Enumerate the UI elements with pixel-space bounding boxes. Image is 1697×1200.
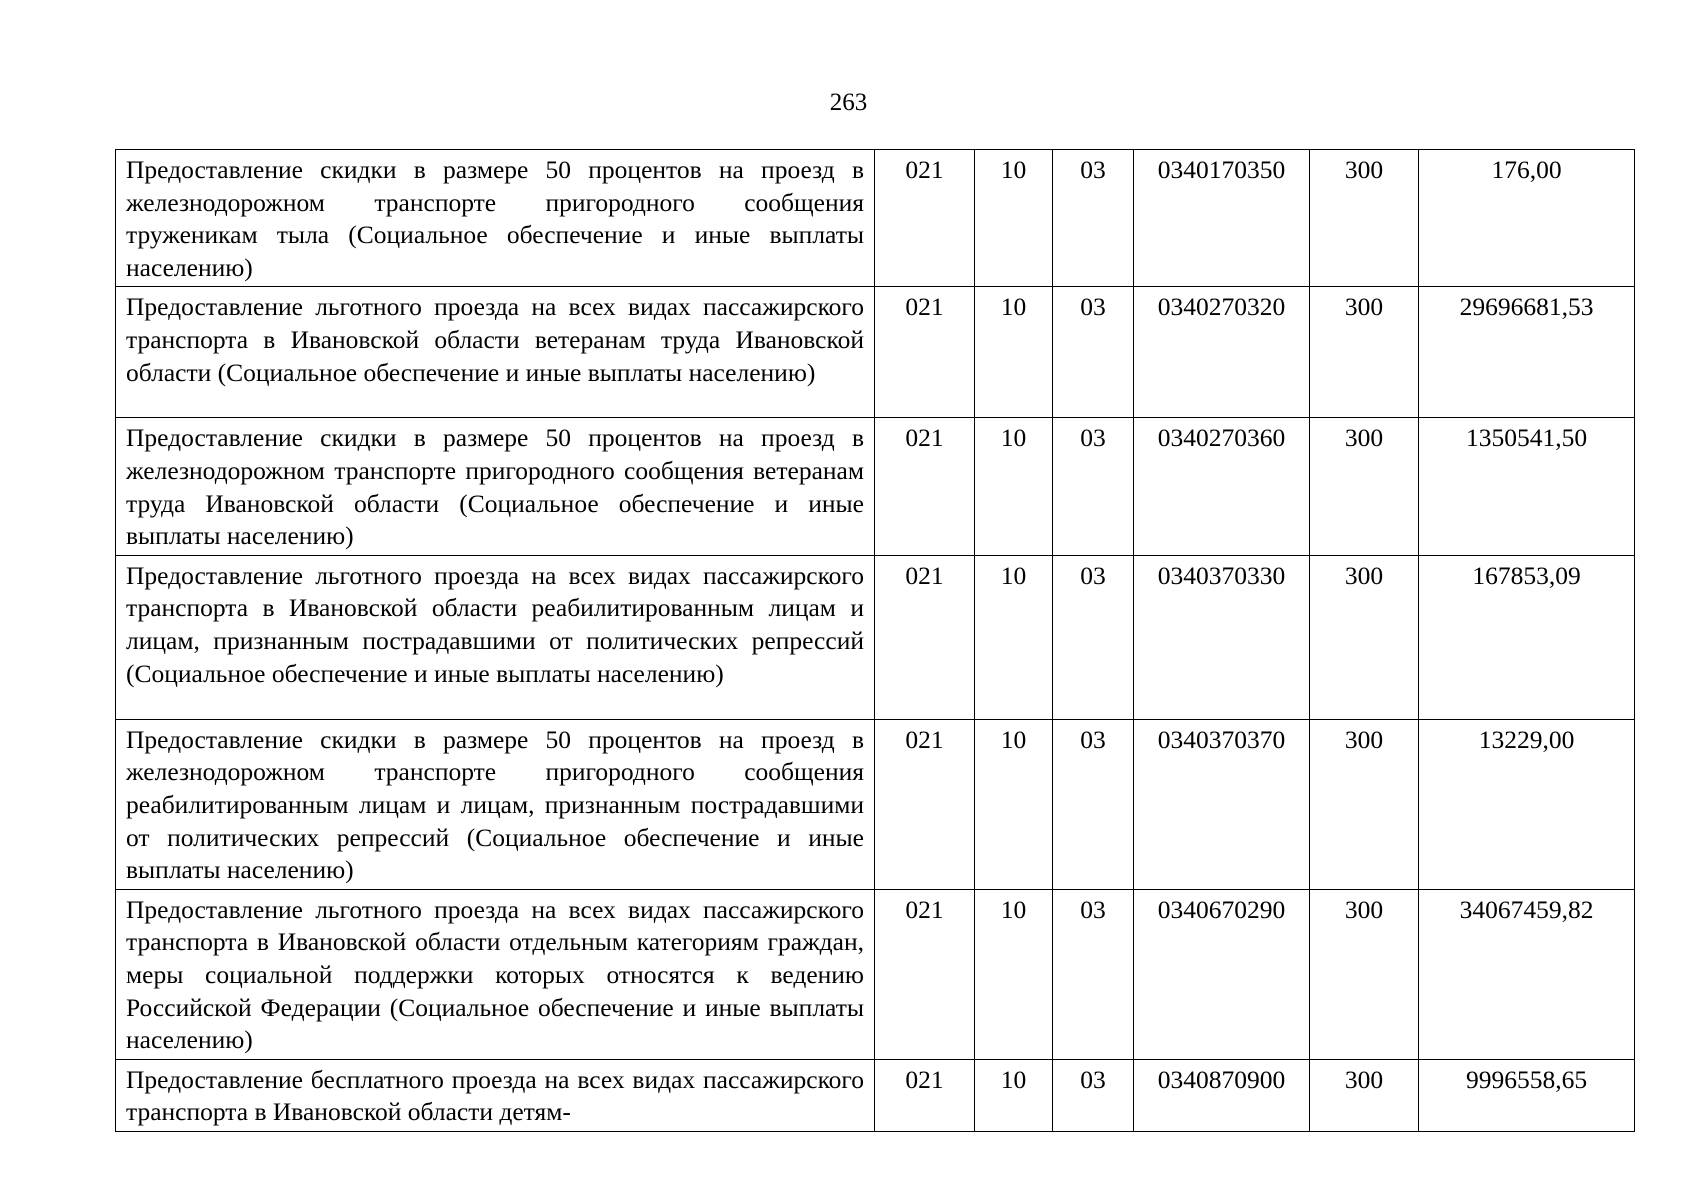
row-section-code: 10 — [975, 1059, 1053, 1131]
row-ved-code: 021 — [875, 1059, 975, 1131]
row-amount: 29696681,53 — [1419, 287, 1635, 418]
table-row — [116, 150, 1635, 287]
row-expense-type-code: 300 — [1310, 889, 1419, 1059]
row-section-code: 10 — [975, 418, 1053, 555]
row-amount: 167853,09 — [1419, 555, 1635, 719]
row-section-code: 10 — [975, 555, 1053, 719]
budget-table — [115, 149, 1635, 1132]
row-target-article-code: 0340270360 — [1134, 418, 1310, 555]
row-section-code: 10 — [975, 287, 1053, 418]
row-subsection-code: 03 — [1053, 719, 1134, 889]
table-row — [116, 889, 1635, 1059]
row-subsection-code: 03 — [1053, 1059, 1134, 1131]
row-ved-code: 021 — [875, 555, 975, 719]
row-subsection-code: 03 — [1053, 150, 1134, 287]
row-name: Предоставление льготного проезда на всех видах пассажирского транспорта в Ивановской области реабилитированным лицам и лицам, признанным пострадавшими от политических репрессий (Социальное обеспечение и иные выплаты населению) — [116, 555, 875, 719]
row-amount: 176,00 — [1419, 150, 1635, 287]
row-name: Предоставление бесплатного проезда на всех видах пассажирского транспорта в Ивановской области детям- — [116, 1059, 875, 1131]
row-target-article-code: 0340370330 — [1134, 555, 1310, 719]
row-name: Предоставление скидки в размере 50 процентов на проезд в железнодорожном транспорте пригородного сообщения реабилитированным лицам и лицам, признанным пострадавшими от политических репрессий (Социальное обеспечение и иные выплаты населению) — [116, 719, 875, 889]
row-expense-type-code: 300 — [1310, 719, 1419, 889]
row-expense-type-code: 300 — [1310, 418, 1419, 555]
row-subsection-code: 03 — [1053, 889, 1134, 1059]
table-row — [116, 555, 1635, 719]
row-subsection-code: 03 — [1053, 555, 1134, 719]
row-target-article-code: 0340870900 — [1134, 1059, 1310, 1131]
row-expense-type-code: 300 — [1310, 150, 1419, 287]
row-name: Предоставление льготного проезда на всех видах пассажирского транспорта в Ивановской области отдельным категориям граждан, меры социальной поддержки которых относятся к ведению Российской Федерации (Социальное обеспечение и иные выплаты населению) — [116, 889, 875, 1059]
row-subsection-code: 03 — [1053, 418, 1134, 555]
row-expense-type-code: 300 — [1310, 555, 1419, 719]
table-row — [116, 719, 1635, 889]
row-name: Предоставление скидки в размере 50 процентов на проезд в железнодорожном транспорте пригородного сообщения труженикам тыла (Социальное обеспечение и иные выплаты населению) — [116, 150, 875, 287]
row-ved-code: 021 — [875, 889, 975, 1059]
row-amount: 13229,00 — [1419, 719, 1635, 889]
table-row — [116, 418, 1635, 555]
row-ved-code: 021 — [875, 150, 975, 287]
row-section-code: 10 — [975, 889, 1053, 1059]
row-target-article-code: 0340270320 — [1134, 287, 1310, 418]
row-ved-code: 021 — [875, 418, 975, 555]
row-expense-type-code: 300 — [1310, 287, 1419, 418]
row-ved-code: 021 — [875, 719, 975, 889]
row-amount: 1350541,50 — [1419, 418, 1635, 555]
row-subsection-code: 03 — [1053, 287, 1134, 418]
row-amount: 34067459,82 — [1419, 889, 1635, 1059]
row-section-code: 10 — [975, 719, 1053, 889]
page-number: 263 — [829, 89, 868, 116]
row-target-article-code: 0340670290 — [1134, 889, 1310, 1059]
table-row — [116, 1059, 1635, 1131]
row-name: Предоставление скидки в размере 50 процентов на проезд в железнодорожном транспорте пригородного сообщения ветеранам труда Ивановской области (Социальное обеспечение и иные выплаты населению) — [116, 418, 875, 555]
row-ved-code: 021 — [875, 287, 975, 418]
row-expense-type-code: 300 — [1310, 1059, 1419, 1131]
row-section-code: 10 — [975, 150, 1053, 287]
row-target-article-code: 0340370370 — [1134, 719, 1310, 889]
row-name: Предоставление льготного проезда на всех видах пассажирского транспорта в Ивановской области ветеранам труда Ивановской области (Социальное обеспечение и иные выплаты населению) — [116, 287, 875, 418]
row-amount: 9996558,65 — [1419, 1059, 1635, 1131]
table-row — [116, 287, 1635, 418]
row-target-article-code: 0340170350 — [1134, 150, 1310, 287]
